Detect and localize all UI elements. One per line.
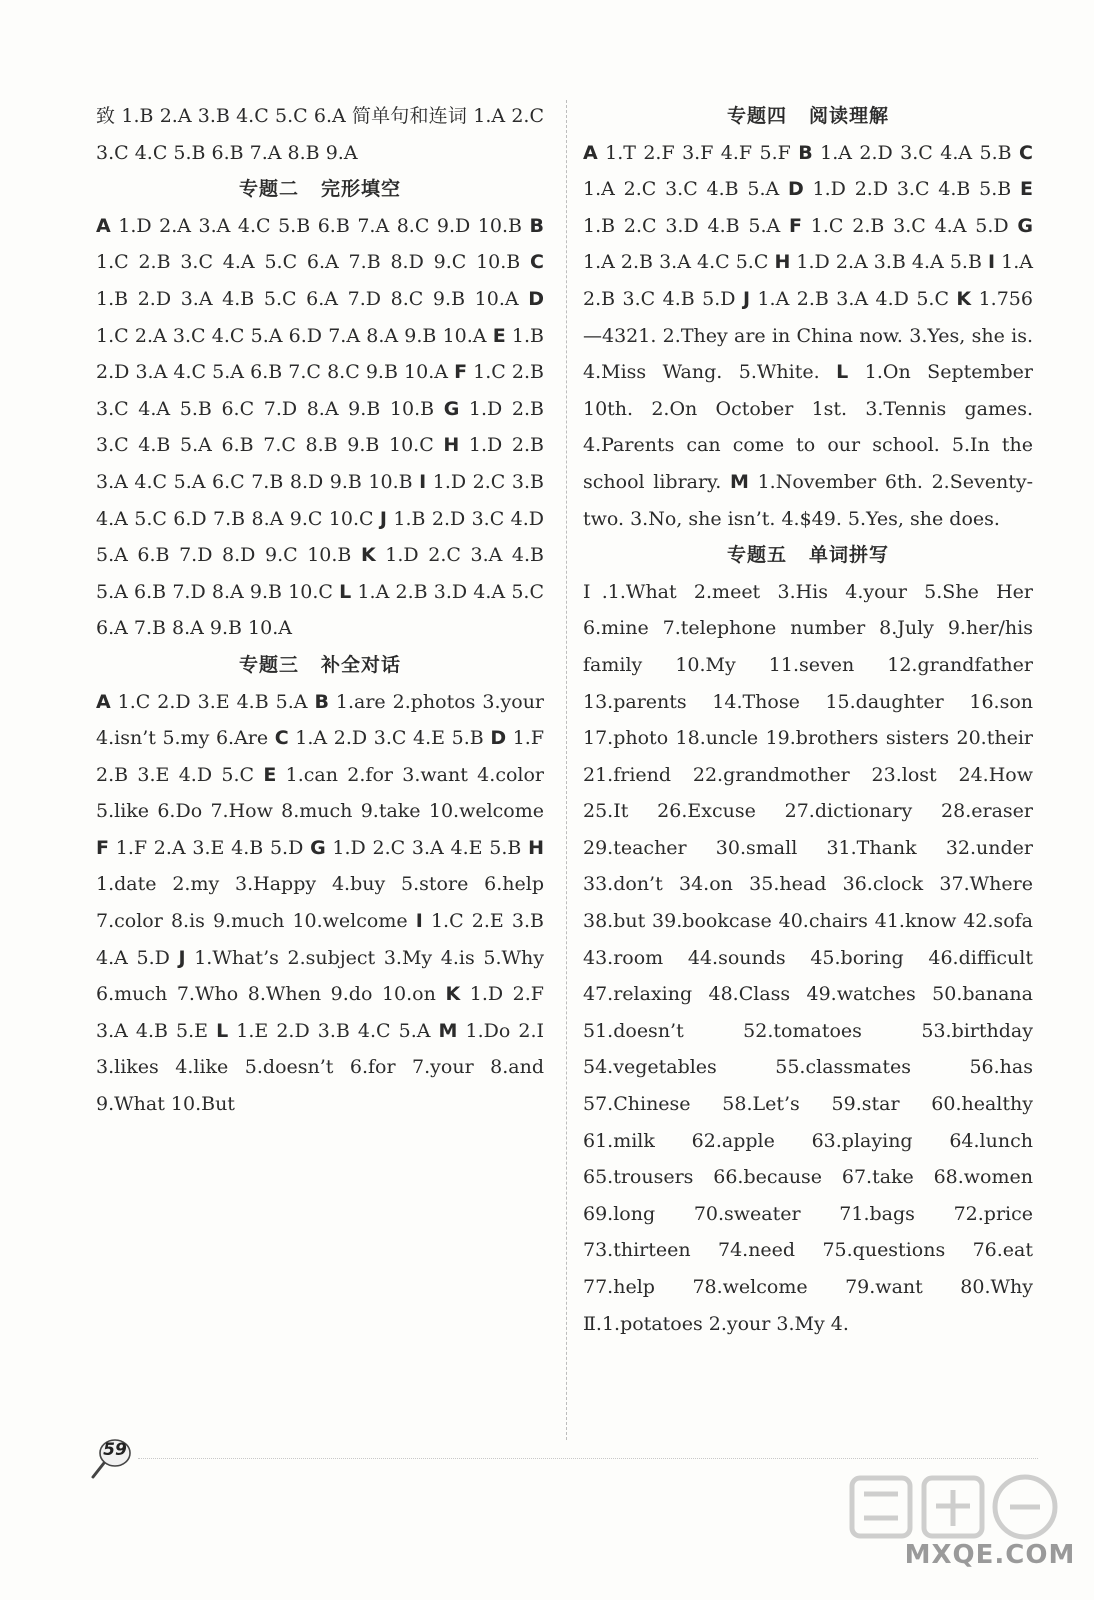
answer-group-marker [490,727,506,749]
answer-group-marker [96,215,111,237]
answer-group-letter: A [96,214,111,237]
answer-text: 1.C 2.D 3.E 4.B 5.A [110,690,315,713]
answer-group-letter: B [529,214,544,237]
answer-group-marker [493,325,506,347]
answer-group-marker [788,178,804,200]
answer-group-marker [774,251,790,273]
answer-group-letter: K [360,544,376,567]
answer-text: 1.are 2.photos 3.your 4.isn’t 5.my 6.Are [96,690,545,750]
answer-group-marker [1019,142,1033,164]
answer-group-letter: M [438,1019,458,1042]
answer-group-letter: G [1017,214,1033,237]
answer-group-letter: E [263,763,277,786]
answer-group-marker [96,837,109,859]
answer-text: 1.D 2.C 3.B 4.A 5.C 6.D 7.B 8.A 9.C 10.C [96,470,544,530]
answer-group-marker [380,508,387,530]
answer-group-marker [179,947,186,969]
answer-group-marker [1020,178,1033,200]
answer-text: 1.C 2.B 3.C 4.A 5.B 6.C 7.D 8.A 9.B 10.B [96,361,544,420]
section-title: 单词拼写 [809,544,890,567]
answer-group-letter: H [774,251,791,274]
answer-group-letter: H [443,434,460,457]
answer-text: 1.A 2.B 3.A 4.D 5.C [750,287,957,310]
answer-text: 1.A 2.D 3.C 4.A 5.B [812,141,1020,164]
answer-group-marker [798,142,812,164]
answer-text: 1.C 2.B 3.C 4.A 5.C 6.A 7.B 8.D 9.C 10.B [96,251,531,274]
answer-group-marker [339,581,351,603]
answer-text: 1.C 2.E 3.B 4.A 5.D [96,910,544,969]
answer-text: 1.B 2.D 3.A 4.B 5.C 6.A 7.D 8.C 9.B 10.A [96,287,529,310]
answer-text: 1.date 2.my 3.Happy 4.buy 5.store 6.help 7.color 8.is 9.much 10.welcome [96,873,544,933]
answer-group-letter: L [216,1019,229,1042]
answer-group-letter: K [956,287,972,310]
answer-group-marker [445,983,460,1005]
answer-text: 1.B 2.D 3.C 4.D 5.A 6.B 7.D 8.D 9.C 10.B [96,507,545,567]
answer-text: 1.What’s 2.subject 3.My 4.is 5.Why 6.much 7.Who 8.When 9.do 10.on [96,946,545,1006]
left-column [96,98,544,1123]
page-number: 59 [103,1440,127,1460]
answer-group-marker [416,910,423,932]
section-title: 阅读理解 [809,105,890,127]
answer-paragraph [583,135,1033,538]
answer-group-letter: D [490,727,507,750]
answer-group-marker [314,691,328,713]
answer-text: 1.D 2.B 3.C 4.B 5.A 6.B 7.C 8.B 9.B 10.C [96,397,544,457]
answer-text: 1.A 2.C 3.C 4.B 5.A [583,178,788,201]
answer-group-letter: L [836,361,849,384]
answer-group-letter: C [1019,141,1033,164]
answer-group-letter: A [96,690,111,713]
answer-group-marker [1017,215,1033,237]
answer-group-marker [443,434,459,456]
answer-text: 1.C 2.A 3.C 4.C 5.A 6.D 7.A 8.A 9.B 10.A [96,324,493,347]
answer-group-letter: D [528,287,544,310]
answer-text: 1.can 2.for 3.want 4.color 5.like 6.Do 7.How 8.much 9.take 10.welcome [96,763,544,823]
answer-group-letter: E [492,324,506,347]
answer-group-letter: G [443,397,460,420]
answer-text: 1.D 2.F 3.A 4.B 5.E [96,983,544,1042]
answer-group-letter: F [96,836,109,859]
answer-text: 1.756—4321. 2.They are in China now. 3.Yes, she is. 4.Miss Wang. 5.White. [583,287,1033,384]
section-heading [583,98,1033,135]
answer-text: 1.E 2.D 3.B 4.C 5.A [228,1019,439,1042]
answer-group-letter: F [454,361,468,384]
answer-group-letter: J [742,287,751,310]
answer-group-letter: A [583,141,598,164]
answer-group-letter: B [314,690,329,713]
answer-group-marker [528,837,544,859]
answer-group-letter: L [339,580,352,603]
answer-text: 1.C 2.B 3.C 4.A 5.D [802,214,1018,237]
watermark-text: MXQE.COM [904,1540,1076,1570]
answer-text: 1.B 2.D 3.A 4.C 5.A 6.B 7.C 8.C 9.B 10.A [96,324,544,384]
answer-group-letter: F [789,214,802,237]
answer-group-marker [956,288,971,310]
section-title: 完形填空 [321,178,402,201]
answer-group-marker [275,727,289,749]
answer-text: 1.Do 2.I 3.likes 4.like 5.doesn’t 6.for 7.your 8.and 9.What 10.But [96,1019,544,1116]
answer-text: 1.A 2.D 3.C 4.E 5.B [288,727,491,750]
answer-group-letter: C [530,251,544,274]
answer-group-letter: E [1020,178,1033,201]
section-number: 专题四 [726,105,787,127]
answer-paragraph [96,684,544,1123]
section-number: 专题五 [726,544,787,567]
answer-text: 致 1.B 2.A 3.B 4.C 5.C 6.A 简单句和连词 1.A 2.C 3.C 4.C 5.B 6.B 7.A 8.B 9.A [96,105,544,164]
answer-group-marker [789,215,802,237]
section-number: 专题二 [238,178,299,201]
answer-text: 1.November 6th. 2.Seventy-two. 3.No, she isn’t. 4.$49. 5.Yes, she does. [583,470,1033,530]
footer-dotted-line [138,1458,1038,1459]
answer-group-marker [216,1020,228,1042]
answer-group-letter: H [528,836,544,859]
answer-paragraph [96,208,544,647]
section-heading [96,171,544,208]
answer-text: 1.D 2.B 3.A 4.C 5.A 6.C 7.B 8.D 9.B 10.B [96,434,544,493]
answer-group-marker [528,288,544,310]
answer-group-letter: K [445,983,461,1006]
answer-group-marker [583,142,598,164]
section-heading [583,537,1033,574]
answer-group-marker [836,361,848,383]
answer-group-marker [530,251,544,273]
section-number: 专题三 [238,653,299,676]
answer-group-marker [361,544,376,566]
answer-group-marker [263,764,276,786]
answer-text: 1.D 2.A 3.A 4.C 5.B 6.B 7.A 8.C 9.D 10.B [110,214,530,237]
answer-group-letter: D [788,178,804,201]
answer-text: 1.T 2.F 3.F 4.F 5.F [597,141,799,164]
answer-text: 1.B 2.C 3.D 4.B 5.A [583,214,790,237]
answer-group-letter: J [379,507,387,530]
answer-text: 1.F 2.A 3.E 4.B 5.D [108,836,311,859]
section-title: 补全对话 [321,653,402,676]
answer-text: 1.A 2.B 3.D 4.A 5.C 6.A 7.B 8.A 9.B 10.A [96,580,545,640]
answer-group-marker [310,837,326,859]
answer-group-marker [530,215,544,237]
answer-group-marker [730,471,749,493]
answer-text: 1.D 2.C 3.A 4.E 5.B [325,836,529,859]
column-divider [566,100,567,1440]
answer-group-letter: I [988,251,996,274]
answer-text: 1.D 2.C 3.A 4.B 5.A 6.B 7.D 8.A 9.B 10.C [96,544,544,603]
answer-group-marker [96,691,111,713]
answer-text: 1.On September 10th. 2.On October 1st. 3.Tennis games. 4.Parents can come to our school. 5.In the school library. [583,361,1033,493]
answer-group-letter: M [729,470,749,493]
page-number-badge [88,1436,134,1482]
right-column [583,98,1033,1342]
answer-text: 1.A 2.B 3.A 4.C 5.C [583,251,775,274]
answer-group-marker [444,398,460,420]
answer-group-marker [454,361,467,383]
answer-group-marker [439,1020,458,1042]
answer-paragraph [96,98,544,171]
answer-group-marker [743,288,750,310]
answer-text: Ⅰ.1.What 2.meet 3.His 4.your 5.She Her 6.mine 7.telephone number 8.July 9.her/his family 10.My 11.seven 12.grandfather 13.parents 14.Those 15.daughter 16.son 17.photo 18.uncle 19.brothers sisters 20.their 21.friend 22.grandmother 23.lost 24.How 25.It 26.Excuse 27.dictionary 28.eraser 29.teacher 30.small 31.Thank 32.under 33.don’t 34.on 35.head 36.clock 37.Where 38.but 39.bookcase 40.chairs 41.know 42.sofa 43.room 44.sounds 45.boring 46.difficult 47.relaxing 48.Class 49.watches 50.banana 51.doesn’t 52.tomatoes 53.birthday 54.vegetables 55.classmates 56.has 57.Chinese 58.Let’s 59.star 60.healthy 61.milk 62.apple 63.playing 64.lunch 65.trousers 66.because 67.take 68.women 69.long 70.sweater 71.bags 72.price 73.thirteen 74.need 75.questions 76.eat 77.help 78.welcome 79.want 80.Why Ⅱ.1.potatoes 2.your 3.My 4. [583,580,1033,1335]
answer-group-letter: B [798,141,813,164]
answer-text: 1.F 2.B 3.E 4.D 5.C [96,727,545,786]
answer-paragraph [583,574,1033,1342]
answer-group-letter: I [419,470,427,493]
answer-group-letter: J [178,946,186,969]
answer-group-letter: I [415,910,423,933]
section-heading [96,647,544,684]
answer-text: 1.A 2.B 3.C 4.B 5.D [583,251,1033,310]
answer-group-letter: G [310,836,326,859]
answer-text: 1.D 2.A 3.B 4.A 5.B [790,251,988,274]
answer-text: 1.D 2.D 3.C 4.B 5.B [803,178,1021,201]
answer-group-letter: C [274,727,289,750]
